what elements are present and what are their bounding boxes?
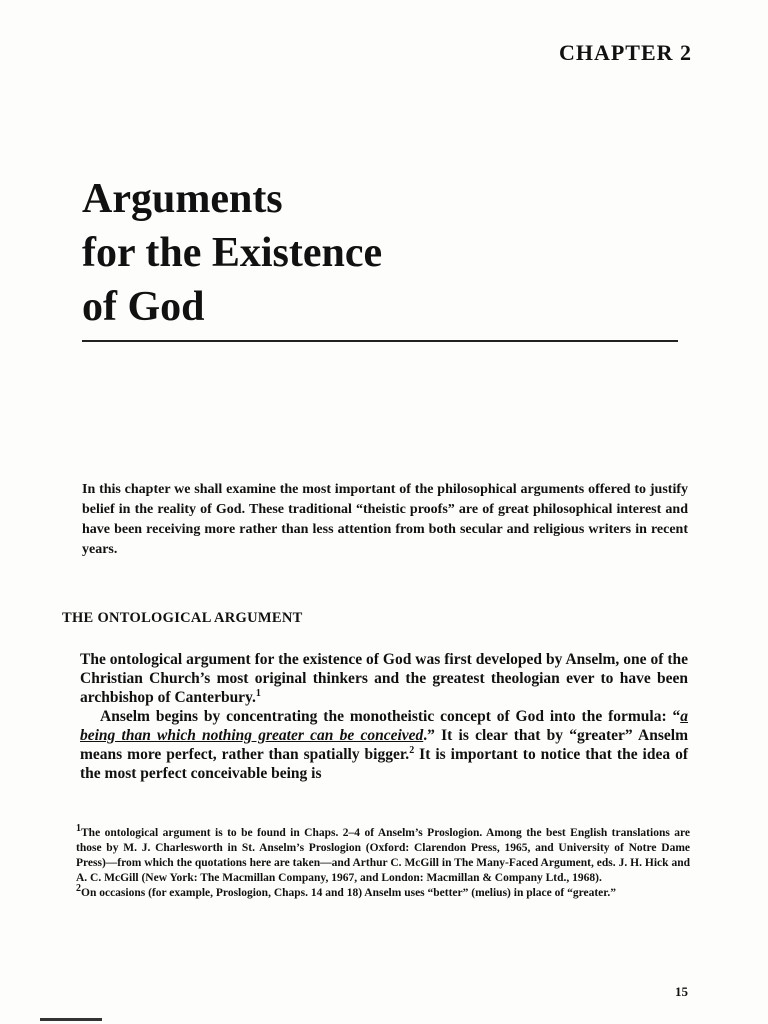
chapter-intro: In this chapter we shall examine the most important of the philosophical arguments offered to justify belief in the reality of God. These traditional “theistic proofs” are of great philosophical interest and have been receiving more rather than less attention from both secular and religious writers in recent years. xyxy=(82,482,688,557)
chapter-title-line-2: for the Existence xyxy=(82,230,383,276)
body-paragraph-2 xyxy=(80,707,688,783)
anselm-formula-quote: a being than which nothing greater can be conceived xyxy=(80,708,688,744)
section-body xyxy=(80,650,688,783)
body-paragraph-2-end: It is important to notice that the idea of the most perfect conceivable being is xyxy=(80,746,688,782)
chapter-title xyxy=(82,172,382,334)
chapter-title-line-3: of God xyxy=(82,284,205,330)
footnote-2 xyxy=(76,883,690,901)
body-paragraph-1-text: The ontological argument for the existence of God was first developed by Anselm, one of the Christian Church’s most original thinkers and the greatest theologian ever to have been archbishop of Canterbury. xyxy=(80,651,688,706)
section-heading: THE ONTOLOGICAL ARGUMENT xyxy=(62,610,303,626)
chapter-title-line-1: Arguments xyxy=(82,176,283,222)
page-number: 15 xyxy=(675,984,688,999)
footnote-ref-1: 1 xyxy=(255,687,261,699)
footnote-1 xyxy=(76,823,690,886)
title-divider xyxy=(82,340,678,342)
footnote-2-marker: 2 xyxy=(76,883,81,895)
body-paragraph-1 xyxy=(80,650,688,707)
body-paragraph-2-start: Anselm begins by concentrating the monotheistic concept of God into the formula: “ xyxy=(100,708,681,725)
footnote-1-text: The ontological argument is to be found in Chaps. 2–4 of Anselm’s Proslogion. Among the best English translations are those by M. J. Charlesworth in St. Anselm’s Proslogion (Oxford: Clarendon Press, 1965, and University of Notre Dame Press)—from which the quotations here are taken—and Arthur C. McGill in The Many-Faced Argument, eds. J. H. Hick and A. C. McGill (New York: The Macmillan Company, 1967, and London: Macmillan & Company Ltd., 1968). xyxy=(76,827,690,884)
footnote-1-marker: 1 xyxy=(76,823,81,835)
footnote-ref-2: 2 xyxy=(409,744,415,756)
body-paragraph-2-mid: .” It is clear that by “greater” Anselm means more perfect, rather than spatially bigger. xyxy=(80,727,688,763)
scan-edge-mark xyxy=(40,1018,102,1021)
footnote-2-text: On occasions (for example, Proslogion, Chaps. 14 and 18) Anselm uses “better” (melius) in place of “greater.” xyxy=(81,887,616,899)
chapter-label: CHAPTER 2 xyxy=(558,40,692,65)
footnotes xyxy=(76,823,690,901)
